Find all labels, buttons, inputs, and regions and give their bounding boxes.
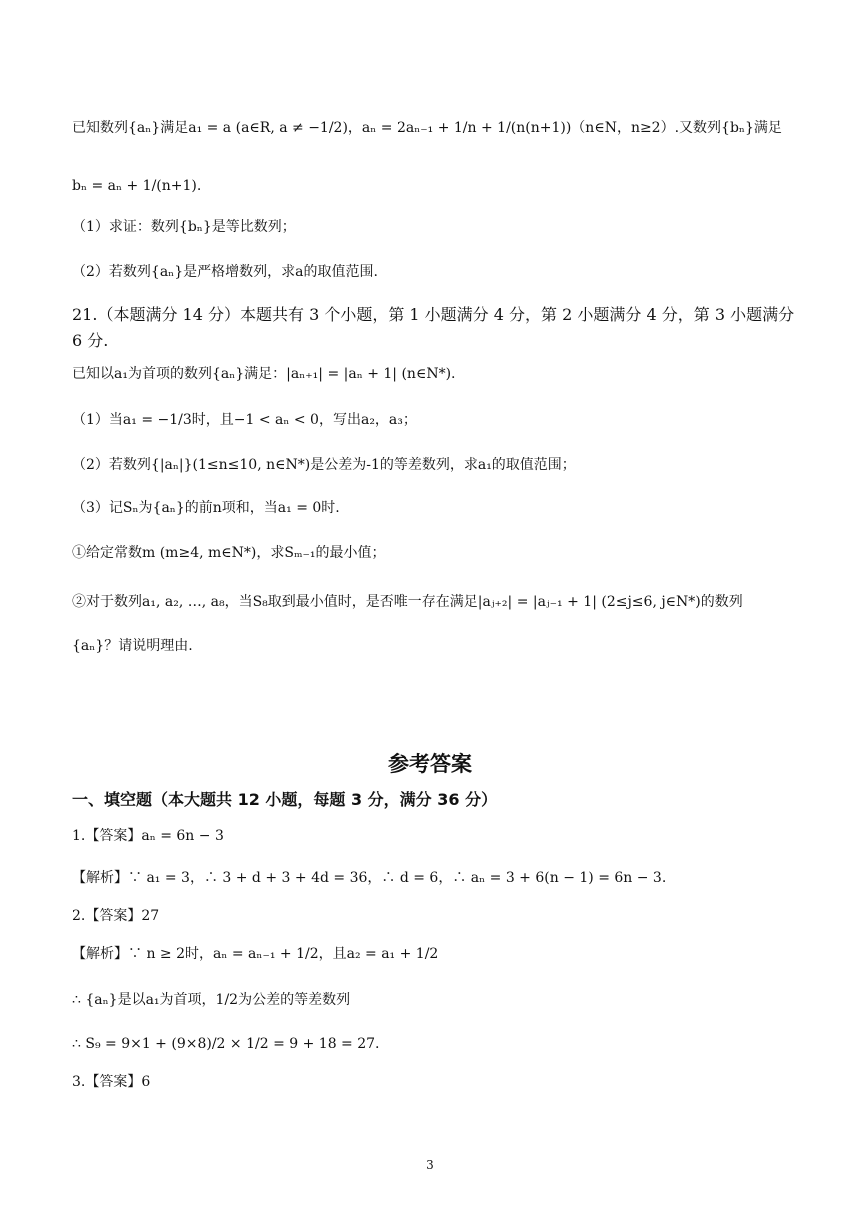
answer1: 1.【答案】aₙ = 6n − 3	[72, 828, 224, 844]
answer1-explanation: 【解析】∵ a₁ = 3，∴ 3 + d + 3 + 4d = 36，∴ d = 6，∴ aₙ = 3 + 6(n − 1) = 6n − 3.	[72, 870, 667, 886]
problem21-header: 21.（本题满分 14 分）本题共有 3 个小题，第 1 小题满分 4 分，第 2 小题满分 4 分，第 3 小题满分 6 分.	[72, 305, 795, 350]
page-number: 3	[426, 1158, 434, 1172]
answer3: 3.【答案】6	[72, 1074, 151, 1090]
problem20-line1: 已知数列{aₙ}满足a₁ = a (a∈R, a ≠ −1/2)，aₙ = 2aₙ₋₁ + 1/n + 1/(n(n+1))（n∈N，n≥2）.又数列{bₙ}满足	[72, 120, 782, 136]
answer2-explanation-line2: ∴ {aₙ}是以a₁为首项，1/2为公差的等差数列	[72, 992, 351, 1008]
problem20-question2: （2）若数列{aₙ}是严格增数列，求a的取值范围.	[72, 264, 378, 280]
answers-title: 参考答案	[388, 752, 472, 776]
problem21-question3-part2: ②对于数列a₁, a₂, …, a₈，当S₈取到最小值时，是否唯一存在满足|aⱼ₊₂| = |aⱼ₋₁ + 1| (2≤j≤6, j∈N*)的数列	[72, 594, 743, 610]
answer2: 2.【答案】27	[72, 908, 160, 924]
answer2-explanation-line3: ∴ S₉ = 9×1 + (9×8)/2 × 1/2 = 9 + 18 = 27.	[72, 1036, 380, 1052]
answer2-explanation-line1: 【解析】∵ n ≥ 2时，aₙ = aₙ₋₁ + 1/2，且a₂ = a₁ + 1/2	[72, 946, 439, 962]
problem21-question3-part2-cont: {aₙ}？请说明理由.	[72, 638, 193, 654]
problem21-question3: （3）记Sₙ为{aₙ}的前n项和，当a₁ = 0时.	[72, 500, 340, 516]
problem21-stem: 已知以a₁为首项的数列{aₙ}满足：|aₙ₊₁| = |aₙ + 1| (n∈N*).	[72, 366, 456, 382]
problem20-line2: bₙ = aₙ + 1/(n+1).	[72, 178, 202, 194]
problem21-question1: （1）当a₁ = −1/3时，且−1 < aₙ < 0，写出a₂，a₃；	[72, 412, 417, 428]
problem21-question2: （2）若数列{|aₙ|}(1≤n≤10, n∈N*)是公差为-1的等差数列，求a₁的取值范围；	[72, 457, 576, 473]
problem20-question1: （1）求证：数列{bₙ}是等比数列；	[72, 219, 296, 235]
problem21-question3-part1: ①给定常数m (m≥4, m∈N*)，求Sₘ₋₁的最小值；	[72, 545, 386, 561]
answers-section-heading: 一、填空题（本大题共 12 小题，每题 3 分，满分 36 分）	[72, 790, 498, 809]
